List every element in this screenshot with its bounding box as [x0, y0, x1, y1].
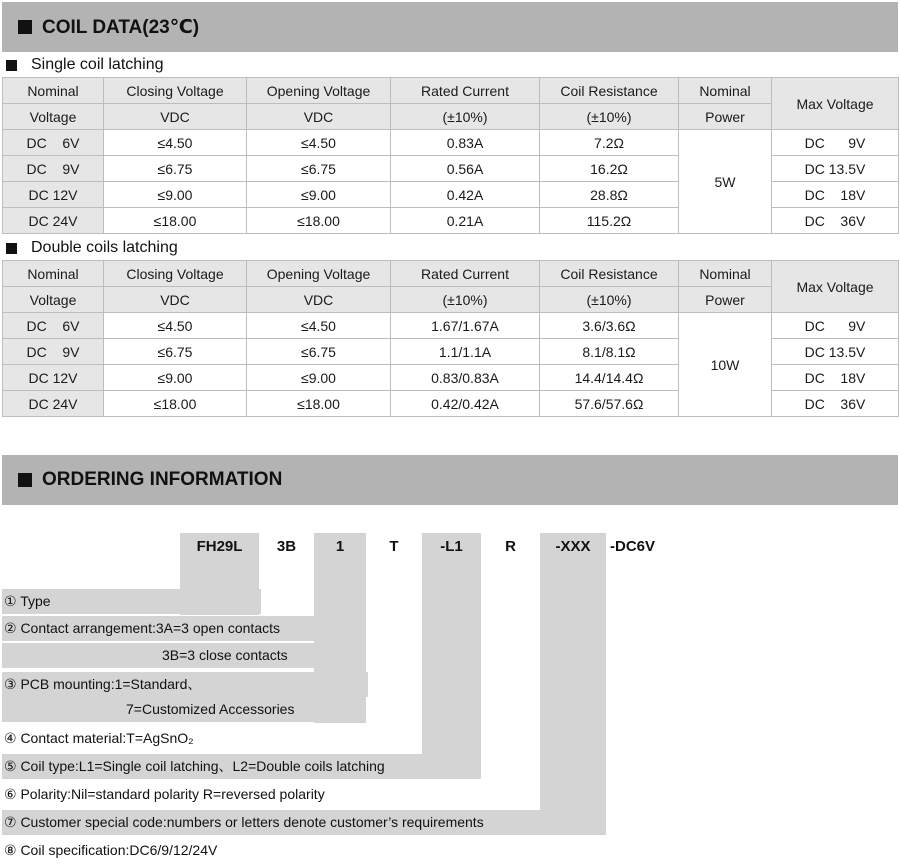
cell-nominal: DC 24V: [3, 391, 104, 417]
column-header: Nominal: [3, 78, 104, 104]
cell-nominal: DC 6V: [3, 313, 104, 339]
cell-current: 1.1/1.1A: [391, 339, 540, 365]
ordering-line-text: 3B=3 close contacts: [162, 647, 288, 663]
cell-power: 10W: [679, 313, 772, 417]
column-header-sub: VDC: [247, 104, 391, 130]
ordering-line-polarity: ⑥ Polarity:Nil=standard polarity R=reversed polarity: [4, 786, 325, 802]
section-title: ORDERING INFORMATION: [42, 469, 283, 490]
ordering-line-coil-spec: ⑧ Coil specification:DC6/9/12/24V: [4, 842, 218, 858]
square-bullet-icon: [6, 60, 17, 71]
cell-closing: ≤9.00: [104, 365, 247, 391]
cell-max-voltage: DC 9V: [772, 313, 899, 339]
subheading-label: Double coils latching: [31, 239, 178, 256]
square-bullet-icon: [18, 20, 32, 34]
square-bullet-icon: [18, 473, 32, 487]
column-header: Nominal: [679, 78, 772, 104]
column-header: Closing Voltage: [104, 261, 247, 287]
column-header-sub: (±10%): [391, 104, 540, 130]
single-coil-table: [2, 77, 899, 234]
code-special: -XXX: [555, 538, 591, 555]
ordering-line-special: ⑦ Customer special code:numbers or letters denote customer’s requirements: [2, 810, 606, 835]
code-polarity: R: [505, 538, 516, 555]
table-row: [3, 130, 899, 156]
ordering-line-contact-arrangement: ② Contact arrangement:3A=3 open contacts: [2, 616, 316, 641]
table-header-row: [3, 104, 899, 130]
section-title: COIL DATA(23℃): [42, 16, 200, 38]
ordering-line-contact-material: ④ Contact material:T=AgSnO₂: [4, 730, 194, 746]
column-header: Rated Current: [391, 78, 540, 104]
table-header-row: [3, 261, 899, 287]
cell-nominal: DC 12V: [3, 365, 104, 391]
double-coil-heading: [6, 239, 178, 257]
cell-current: 1.67/1.67A: [391, 313, 540, 339]
code-coil-type: -L1: [440, 538, 463, 555]
code-type: FH29L: [196, 538, 243, 555]
cell-resistance: 8.1/8.1Ω: [540, 339, 679, 365]
cell-resistance: 7.2Ω: [540, 130, 679, 156]
code-pcb-mounting: 1: [335, 538, 345, 555]
column-header-sub: Voltage: [3, 287, 104, 313]
ordering-line-text: 7=Customized Accessories: [126, 701, 295, 717]
cell-resistance: 28.8Ω: [540, 182, 679, 208]
cell-max-voltage: DC 9V: [772, 130, 899, 156]
cell-current: 0.56A: [391, 156, 540, 182]
column-header: Max Voltage: [772, 78, 899, 130]
cell-max-voltage: DC 36V: [772, 391, 899, 417]
column-header: Opening Voltage: [247, 78, 391, 104]
column-header: Closing Voltage: [104, 78, 247, 104]
column-header-sub: VDC: [104, 287, 247, 313]
cell-nominal: DC 6V: [3, 130, 104, 156]
ordering-line-pcb: ③ PCB mounting:1=Standard、: [2, 672, 368, 697]
code-contact-arrangement: 3B: [276, 538, 297, 555]
cell-resistance: 3.6/3.6Ω: [540, 313, 679, 339]
cell-power: 5W: [679, 130, 772, 234]
column-header: Nominal: [679, 261, 772, 287]
subheading-label: Single coil latching: [31, 56, 164, 73]
cell-closing: ≤18.00: [104, 391, 247, 417]
cell-nominal: DC 24V: [3, 208, 104, 234]
cell-opening: ≤9.00: [247, 182, 391, 208]
cell-closing: ≤6.75: [104, 339, 247, 365]
cell-max-voltage: DC 36V: [772, 208, 899, 234]
cell-max-voltage: DC 13.5V: [772, 156, 899, 182]
ordering-line-pcb-b: [2, 697, 366, 722]
ordering-line-coil-type: ⑤ Coil type:L1=Single coil latching、L2=Double coils latching: [2, 754, 481, 779]
cell-max-voltage: DC 18V: [772, 182, 899, 208]
cell-closing: ≤4.50: [104, 313, 247, 339]
cell-opening: ≤6.75: [247, 156, 391, 182]
column-header-sub: Voltage: [3, 104, 104, 130]
cell-nominal: DC 9V: [3, 339, 104, 365]
table-row: [3, 313, 899, 339]
cell-resistance: 57.6/57.6Ω: [540, 391, 679, 417]
cell-current: 0.21A: [391, 208, 540, 234]
cell-opening: ≤6.75: [247, 339, 391, 365]
table-header-row: [3, 78, 899, 104]
double-coil-table: [2, 260, 899, 417]
ordering-line-type: ① Type: [2, 589, 261, 614]
code-coil-spec: -DC6V: [610, 538, 656, 555]
cell-opening: ≤18.00: [247, 208, 391, 234]
column-header-sub: (±10%): [540, 287, 679, 313]
column-header: Max Voltage: [772, 261, 899, 313]
column-header-sub: VDC: [247, 287, 391, 313]
cell-resistance: 14.4/14.4Ω: [540, 365, 679, 391]
code-bar-special: [540, 533, 606, 835]
column-header-sub: (±10%): [391, 287, 540, 313]
cell-current: 0.42/0.42A: [391, 391, 540, 417]
code-bar-coil-type: [422, 533, 481, 779]
cell-opening: ≤4.50: [247, 130, 391, 156]
cell-opening: ≤9.00: [247, 365, 391, 391]
cell-opening: ≤18.00: [247, 391, 391, 417]
cell-resistance: 16.2Ω: [540, 156, 679, 182]
cell-closing: ≤6.75: [104, 156, 247, 182]
single-coil-heading: [6, 56, 164, 74]
square-bullet-icon: [6, 243, 17, 254]
ordering-line-contact-arrangement-b: [2, 643, 314, 668]
cell-opening: ≤4.50: [247, 313, 391, 339]
cell-nominal: DC 12V: [3, 182, 104, 208]
cell-current: 0.83/0.83A: [391, 365, 540, 391]
column-header: Rated Current: [391, 261, 540, 287]
cell-resistance: 115.2Ω: [540, 208, 679, 234]
column-header-sub: (±10%): [540, 104, 679, 130]
ordering-banner: [2, 455, 898, 505]
cell-current: 0.42A: [391, 182, 540, 208]
cell-closing: ≤4.50: [104, 130, 247, 156]
table-header-row: [3, 287, 899, 313]
column-header-sub: Power: [679, 104, 772, 130]
cell-current: 0.83A: [391, 130, 540, 156]
cell-nominal: DC 9V: [3, 156, 104, 182]
cell-closing: ≤18.00: [104, 208, 247, 234]
code-contact-material: T: [389, 538, 399, 555]
column-header: Nominal: [3, 261, 104, 287]
cell-closing: ≤9.00: [104, 182, 247, 208]
column-header-sub: VDC: [104, 104, 247, 130]
column-header: Coil Resistance: [540, 261, 679, 287]
cell-max-voltage: DC 18V: [772, 365, 899, 391]
column-header: Opening Voltage: [247, 261, 391, 287]
coil-data-banner: [2, 2, 898, 52]
cell-max-voltage: DC 13.5V: [772, 339, 899, 365]
column-header-sub: Power: [679, 287, 772, 313]
column-header: Coil Resistance: [540, 78, 679, 104]
